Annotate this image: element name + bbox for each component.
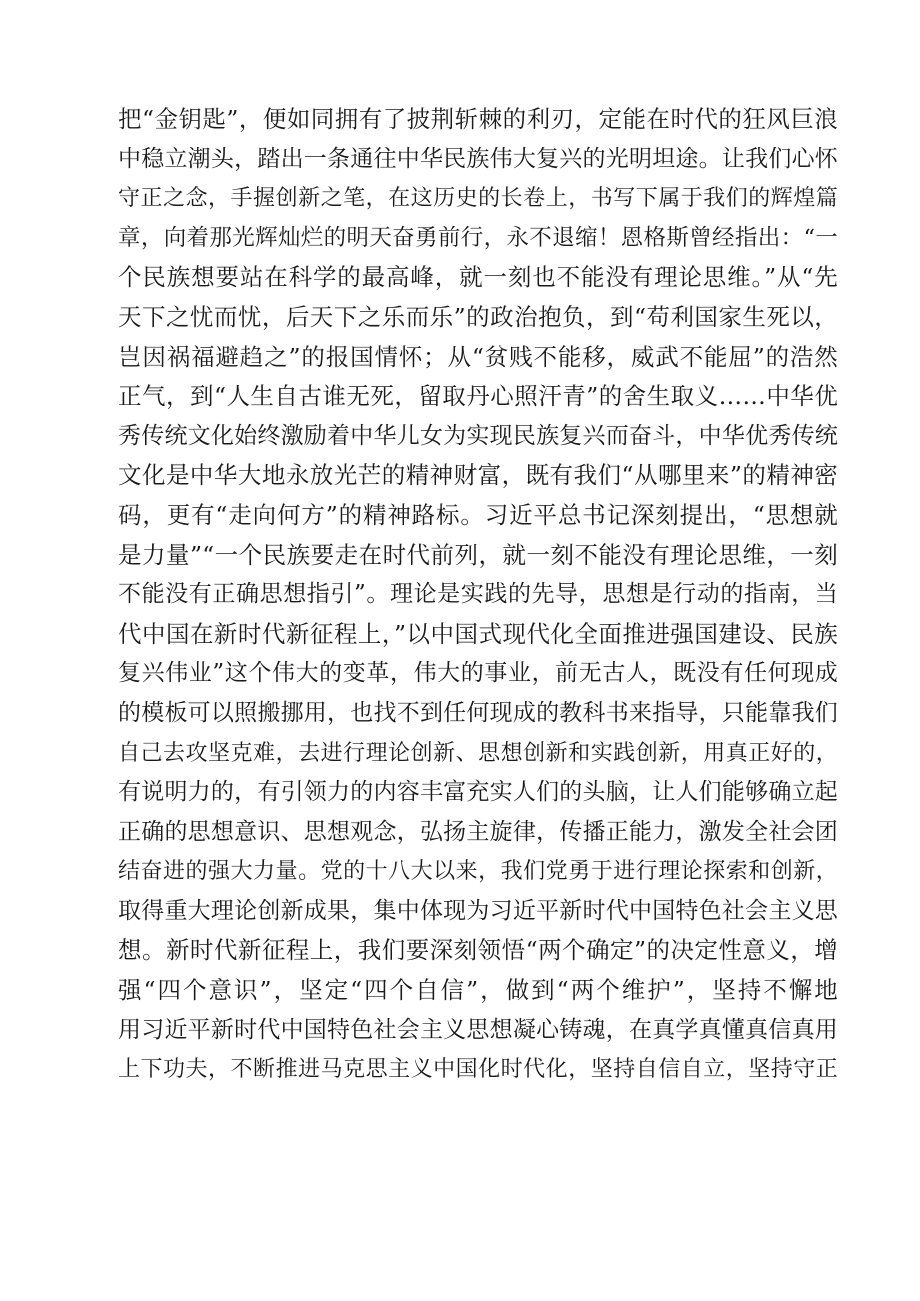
text-line-13: 不能没有正确思想指引”。理论是实践的先导，思想是行动的指南，当 — [118, 581, 838, 608]
text-line-22: 想。新时代新征程上，我们要深刻领悟“两个确定”的决定性意义，增 — [118, 936, 838, 965]
text-line-20: 结奋进的强大力量。党的十八大以来，我们党勇于进行理论探索和创新， — [118, 859, 838, 885]
text-line-7: 岂因祸福避趋之”的报国情怀；从“贫贱不能移，威武不能屈”的浩然 — [118, 342, 838, 371]
text-line-4: 章，向着那光辉灿烂的明天奋勇前行，永不退缩！恩格斯曾经指出：“一 — [118, 224, 838, 251]
body-text — [118, 100, 838, 1090]
text-line-12: 是力量”“一个民族要走在时代前列，就一刻不能没有理论思维，一刻 — [118, 540, 838, 569]
text-line-19: 正确的思想意识、思想观念，弘扬主旋律，传播正能力，激发全社会团 — [118, 818, 838, 845]
text-line-11: 码，更有“走向何方”的精神路标。习近平总书记深刻提出，“思想就 — [118, 500, 838, 529]
text-line-21: 取得重大理论创新成果，集中体现为习近平新时代中国特色社会主义思 — [118, 897, 838, 924]
text-line-1: 把“金钥匙”，便如同拥有了披荆斩棘的利刃，定能在时代的狂风巨浪 — [118, 105, 838, 133]
text-line-25: 上下功夫，不断推进马克思主义中国化时代化，坚持自信自立，坚持守正 — [118, 1057, 838, 1083]
text-line-6: 天下之忧而忧，后天下之乐而乐”的政治抱负，到“苟利国家生死以， — [118, 302, 838, 331]
text-line-3: 守正之念，手握创新之笔，在这历史的长卷上，书写下属于我们的辉煌篇 — [118, 186, 838, 212]
text-line-24: 用习近平新时代中国特色社会主义思想凝心铸魂，在真学真懂真信真用 — [118, 1016, 838, 1043]
text-line-23: 强“四个意识”，坚定“四个自信”，做到“两个维护”，坚持不懈地 — [118, 976, 838, 1005]
text-line-8: 正气，到“人生自古谁无死，留取丹心照汗青”的舍生取义……中华优 — [118, 382, 838, 411]
text-line-18: 有说明力的，有引领力的内容丰富充实人们的头脑，让人们能够确立起 — [118, 779, 838, 806]
text-line-2: 中稳立潮头，踏出一条通往中华民族伟大复兴的光明坦途。让我们心怀 — [118, 145, 838, 172]
text-line-14: 代中国在新时代新征程上，”以中国式现代化全面推进强国建设、民族 — [118, 619, 838, 648]
text-line-9: 秀传统文化始终激励着中华儿女为实现民族复兴而奋斗，中华优秀传统 — [118, 422, 838, 449]
text-line-5: 个民族想要站在科学的最高峰，就一刻也不能没有理论思维。”从“先 — [118, 263, 838, 292]
text-line-16: 的模板可以照搬挪用，也找不到任何现成的教科书来指导，只能靠我们 — [118, 699, 838, 726]
text-line-17: 自己去攻坚克难，去进行理论创新、思想创新和实践创新，用真正好的， — [118, 740, 838, 766]
text-line-15: 复兴伟业”这个伟大的变革，伟大的事业，前无古人，既没有任何现成 — [118, 660, 838, 687]
text-line-10: 文化是中华大地永放光芒的精神财富，既有我们“从哪里来”的精神密 — [118, 461, 838, 490]
